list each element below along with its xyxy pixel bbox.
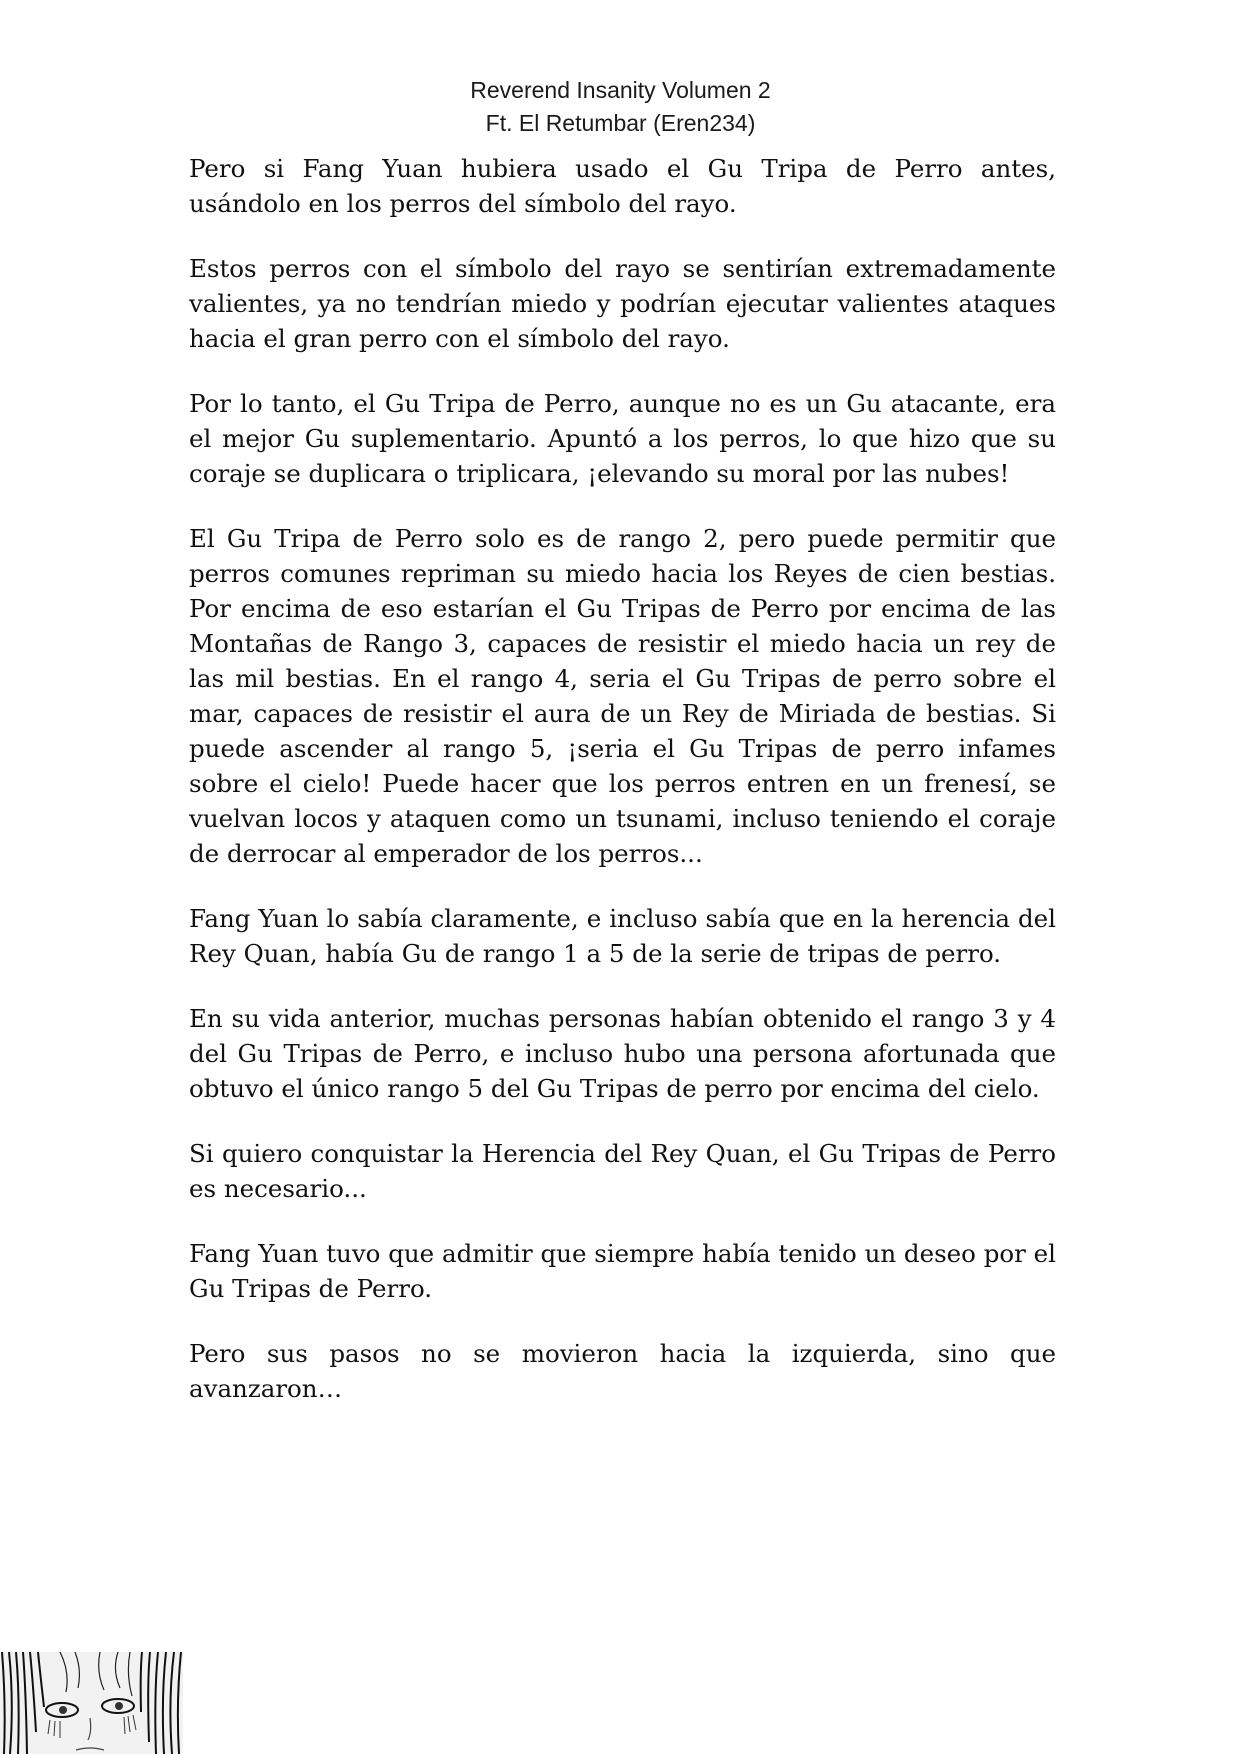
- paragraph: Fang Yuan lo sabía claramente, e incluso sabía que en la herencia del Rey Quan, había Gu de rango 1 a 5 de la serie de tripas de perro.: [189, 904, 1056, 968]
- paragraph: Por lo tanto, el Gu Tripa de Perro, aunque no es un Gu atacante, era el mejor Gu suplementario. Apuntó a los perros, lo que hizo que su coraje se duplicara o triplicara, ¡elevando su moral por las nubes!: [189, 389, 1056, 488]
- paragraph: Pero sus pasos no se movieron hacia la izquierda, sino que avanzaron…: [189, 1339, 1056, 1403]
- paragraph: Estos perros con el símbolo del rayo se sentirían extremadamente valientes, ya no tendrían miedo y podrían ejecutar valientes ataques hacia el gran perro con el símbolo del rayo.: [189, 254, 1056, 353]
- paragraph: Si quiero conquistar la Herencia del Rey Quan, el Gu Tripas de Perro es necesario...: [189, 1139, 1056, 1203]
- paragraph: Pero si Fang Yuan hubiera usado el Gu Tripa de Perro antes, usándolo en los perros del símbolo del rayo.: [189, 154, 1056, 218]
- paragraph: En su vida anterior, muchas personas habían obtenido el rango 3 y 4 del Gu Tripas de Perro, e incluso hubo una persona afortunada que obtuvo el único rango 5 del Gu Tripas de perro por encima del cielo.: [189, 1004, 1056, 1103]
- paragraph: Fang Yuan tuvo que admitir que siempre había tenido un deseo por el Gu Tripas de Perro.: [189, 1239, 1056, 1303]
- paragraph: El Gu Tripa de Perro solo es de rango 2, pero puede permitir que perros comunes repriman su miedo hacia los Reyes de cien bestias. Por encima de eso estarían el Gu Tripas de Perro por encima de las Montañas de Rango 3, capaces de resistir el miedo hacia un rey de las mil bestias. En el rango 4, seria el Gu Tripas de perro sobre el mar, capaces de resistir el aura de un Rey de Miriada de bestias. Si puede ascender al rango 5, ¡seria el Gu Tripas de perro infames sobre el cielo! Puede hacer que los perros entren en un frenesí, se vuelvan locos y ataquen como un tsunami, incluso teniendo el coraje de derrocar al emperador de los perros...: [189, 524, 1056, 868]
- header-credit: Ft. El Retumbar (Eren234): [485, 110, 756, 136]
- header-title: Reverend Insanity Volumen 2: [470, 77, 771, 103]
- manga-portrait-image: [0, 1652, 183, 1754]
- page-body: [189, 151, 1056, 1436]
- page-header: [0, 74, 1241, 140]
